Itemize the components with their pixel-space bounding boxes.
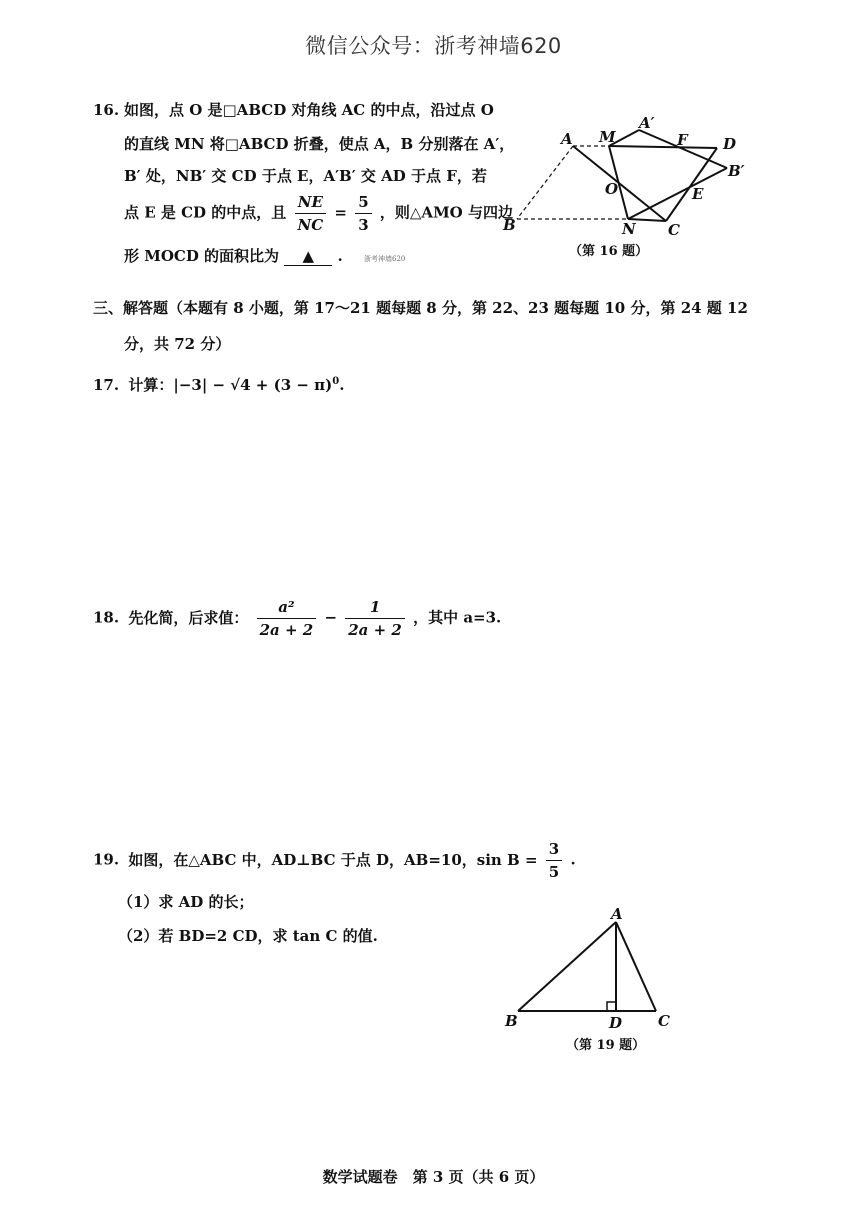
q19-label-c: C bbox=[658, 1012, 670, 1030]
q16-figure bbox=[495, 108, 765, 238]
q18-fraction-1-numerator: a² bbox=[257, 598, 317, 619]
q16-label-f: F bbox=[677, 131, 688, 149]
section3-line1: 三、解答题（本题有 8 小题，第 17～21 题每题 8 分，第 22、23 题每题 10 分，第 24 题 12 bbox=[93, 299, 748, 317]
q19-figure bbox=[497, 902, 687, 1032]
q16-value-denominator: 3 bbox=[358, 216, 369, 234]
q17 bbox=[93, 376, 344, 394]
q19-part1: （1）求 AD 的长； bbox=[118, 893, 254, 911]
q16-label-d: D bbox=[723, 135, 737, 153]
q16-line4 bbox=[124, 193, 513, 234]
q16-equals: = bbox=[334, 203, 347, 222]
page-header-title: 微信公众号：浙考神墙620 bbox=[305, 34, 562, 58]
q17-prefix: 计算： bbox=[128, 376, 174, 394]
q16-line5-prefix: 形 MOCD 的面积比为 bbox=[124, 247, 280, 265]
q16-ratio-fraction bbox=[295, 193, 327, 234]
q16-value-numerator: 5 bbox=[355, 193, 371, 214]
q18-fraction-1-denominator: 2a + 2 bbox=[259, 621, 314, 639]
q18-prefix: 先化简，后求值： bbox=[128, 608, 249, 627]
q19-statement: 如图，在△ABC 中，AD⊥BC 于点 D，AB=10，sin B = bbox=[128, 850, 538, 869]
q16-caption: （第 16 题） bbox=[569, 244, 649, 259]
q19-caption: （第 19 题） bbox=[566, 1038, 646, 1053]
q16-watermark: 浙考神墙620 bbox=[364, 255, 406, 263]
q18-fraction-2-numerator: 1 bbox=[345, 598, 405, 619]
q19-sin-denominator: 5 bbox=[548, 863, 560, 881]
q19-label-b: B bbox=[505, 1012, 518, 1030]
q16-line2: 的直线 MN 将□ABCD 折叠，使点 A，B 分别落在 A′， bbox=[124, 135, 515, 153]
q16-label-o: O bbox=[605, 180, 619, 198]
q19-edge-ac bbox=[616, 922, 656, 1011]
q19-line1-end: . bbox=[570, 850, 576, 869]
q18 bbox=[93, 598, 501, 639]
q19-line1 bbox=[93, 840, 576, 881]
q18-minus: − bbox=[324, 608, 338, 627]
page-footer: 数学试题卷 第 3 页（共 6 页） bbox=[322, 1168, 545, 1186]
q16-line3: B′ 处，NB′ 交 CD 于点 E，A′B′ 交 AD 于点 F，若 bbox=[124, 167, 487, 185]
q19-label-a: A bbox=[611, 905, 623, 923]
q16-number: 16. bbox=[93, 101, 120, 119]
q19-edge-ab bbox=[518, 922, 616, 1011]
q16-line5-end: . bbox=[337, 247, 343, 265]
q16-ratio-denominator: NC bbox=[297, 216, 324, 234]
q16-label-a-prime: A′ bbox=[639, 114, 655, 132]
q18-fraction-2 bbox=[345, 598, 405, 639]
q17-expression: |−3| − √4 + (3 − π) bbox=[173, 376, 333, 394]
q17-number: 17. bbox=[93, 376, 120, 394]
q17-end: . bbox=[339, 376, 345, 394]
q18-number: 18. bbox=[93, 608, 120, 627]
q16-edge-ab bbox=[517, 146, 573, 219]
q16-line4-suffix: ，则△AMO 与四边 bbox=[379, 203, 513, 222]
q16-line4-prefix: 点 E 是 CD 的中点，且 bbox=[124, 203, 287, 222]
q16-label-c: C bbox=[668, 221, 680, 238]
q16-label-e: E bbox=[692, 185, 704, 203]
q19-label-d: D bbox=[609, 1014, 623, 1032]
q16-ratio-numerator: NE bbox=[295, 193, 327, 214]
q16-label-m: M bbox=[599, 128, 616, 146]
q18-fraction-1 bbox=[257, 598, 317, 639]
q19-sin-fraction bbox=[546, 840, 562, 881]
q19-part2: （2）若 BD=2 CD，求 tan C 的值. bbox=[118, 927, 378, 945]
q16-line5 bbox=[124, 247, 405, 266]
q18-suffix: ，其中 a=3. bbox=[413, 608, 502, 627]
q17-exponent: 0 bbox=[332, 376, 340, 387]
q18-fraction-2-denominator: 2a + 2 bbox=[348, 621, 402, 639]
q16-label-n: N bbox=[622, 220, 636, 238]
q19-number: 19. bbox=[93, 850, 120, 869]
q16-label-a: A bbox=[561, 130, 573, 148]
section3-line2: 分，共 72 分） bbox=[124, 335, 231, 353]
q16-line1: 如图，点 O 是□ABCD 对角线 AC 的中点，沿过点 O bbox=[124, 101, 494, 119]
q16-label-b: B bbox=[503, 216, 516, 234]
q16-answer-blank: ▲ bbox=[284, 247, 332, 266]
q19-right-angle-mark bbox=[607, 1002, 616, 1011]
q16-edge-b-prime-n bbox=[628, 168, 727, 219]
q16-value-fraction bbox=[355, 193, 371, 234]
q19-sin-numerator: 3 bbox=[546, 840, 562, 861]
q16-edge-md bbox=[609, 146, 717, 148]
q16-label-b-prime: B′ bbox=[728, 162, 745, 180]
